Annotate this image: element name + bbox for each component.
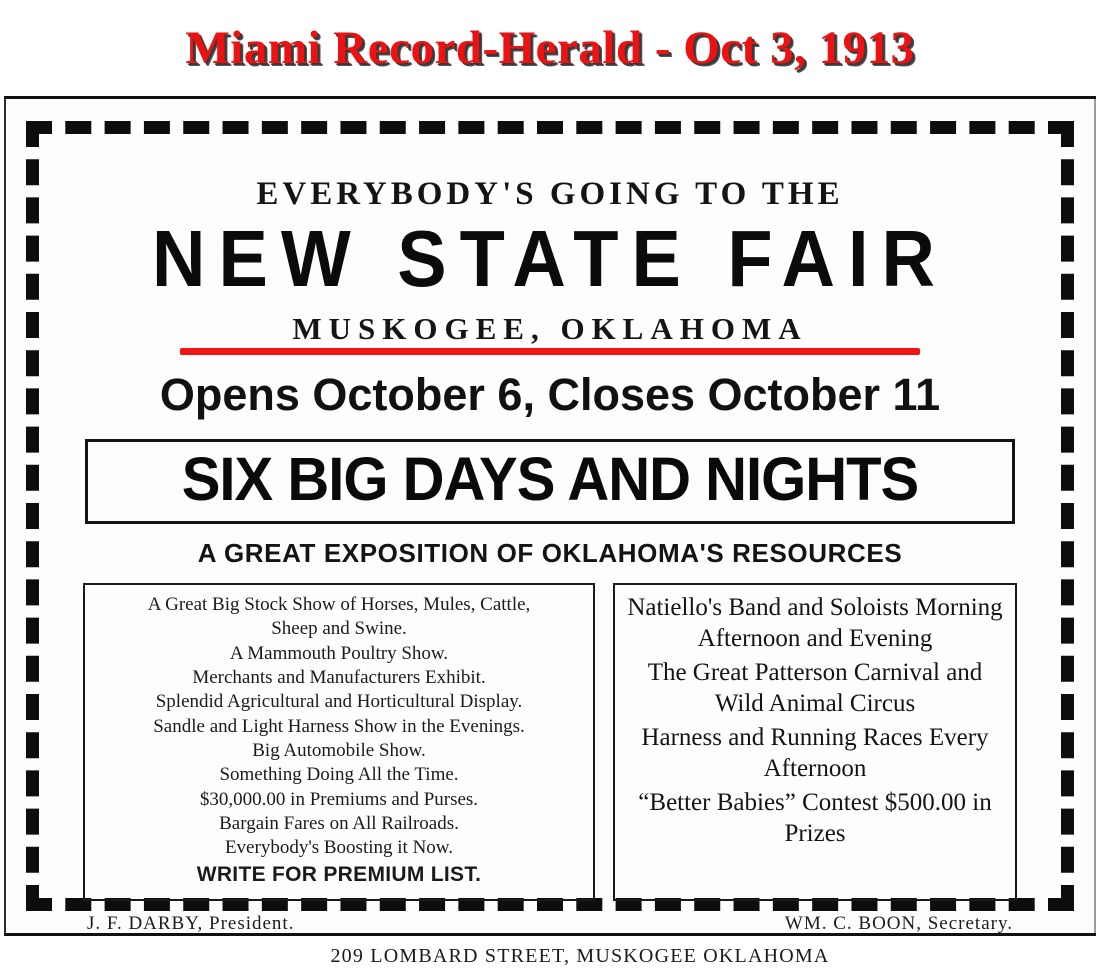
- left-attractions-list: [91, 593, 587, 889]
- left-attractions-box: [83, 583, 595, 901]
- list-item: Everybody's Boosting it Now.: [224, 837, 454, 859]
- headline-main: NEW STATE FAIR: [152, 213, 948, 304]
- list-item: Big Automobile Show.: [252, 739, 426, 761]
- list-item: Splendid Agricultural and Horticultural Display.: [155, 691, 523, 713]
- subtitle-text: A GREAT EXPOSITION OF OKLAHOMA'S RESOURCES: [197, 538, 903, 568]
- secretary-name: WM. C. BOON, Secretary.: [784, 913, 1013, 935]
- location-line: [79, 311, 1021, 353]
- officials-row: [79, 913, 1021, 935]
- right-attractions-list: [621, 593, 1009, 849]
- list-item: Harness and Running Races Every Afternoon: [641, 724, 989, 782]
- list-item-write-for-premium-list: WRITE FOR PREMIUM LIST.: [196, 863, 482, 887]
- list-item: $30,000.00 in Premiums and Purses.: [199, 788, 479, 810]
- list-item: Something Doing All the Time.: [219, 764, 459, 786]
- list-item: Natiello's Band and Soloists Morning Afternoon and Evening: [627, 594, 1003, 652]
- list-item: Sandle and Light Harness Show in the Evenings.: [153, 715, 525, 737]
- president-name: J. F. DARBY, President.: [87, 913, 295, 935]
- address-line: 209 LOMBARD STREET, MUSKOGEE OKLAHOMA: [330, 945, 830, 968]
- location-text: MUSKOGEE, OKLAHOMA: [292, 311, 808, 346]
- columns-container: [79, 583, 1021, 901]
- list-item: A Mammouth Poultry Show.: [229, 642, 449, 664]
- banner-text: SIX BIG DAYS AND NIGHTS: [181, 445, 919, 514]
- red-underline-annotation: [180, 348, 920, 355]
- list-item: “Better Babies” Contest $500.00 in Prizes: [638, 789, 992, 847]
- list-item: Sheep and Swine.: [271, 618, 407, 640]
- right-attractions-box: [613, 583, 1017, 901]
- advertisement-dashed-border: [26, 121, 1074, 968]
- list-item: The Great Patterson Carnival and Wild Animal Circus: [647, 659, 983, 717]
- caption-bar: [0, 0, 1100, 96]
- newspaper-clipping: [4, 96, 1096, 968]
- list-item: Merchants and Manufacturers Exhibit.: [192, 666, 486, 688]
- newspaper-caption: Miami Record-Herald - Oct 3, 1913: [185, 22, 915, 74]
- list-item: A Great Big Stock Show of Horses, Mules, Cattle,: [147, 594, 531, 615]
- banner-box: [85, 439, 1015, 524]
- advertisement-content: [79, 172, 1021, 968]
- dates-line: Opens October 6, Closes October 11: [159, 369, 941, 420]
- list-item: Bargain Fares on All Railroads.: [219, 812, 459, 834]
- headline-kicker: EVERYBODY'S GOING TO THE: [256, 176, 844, 212]
